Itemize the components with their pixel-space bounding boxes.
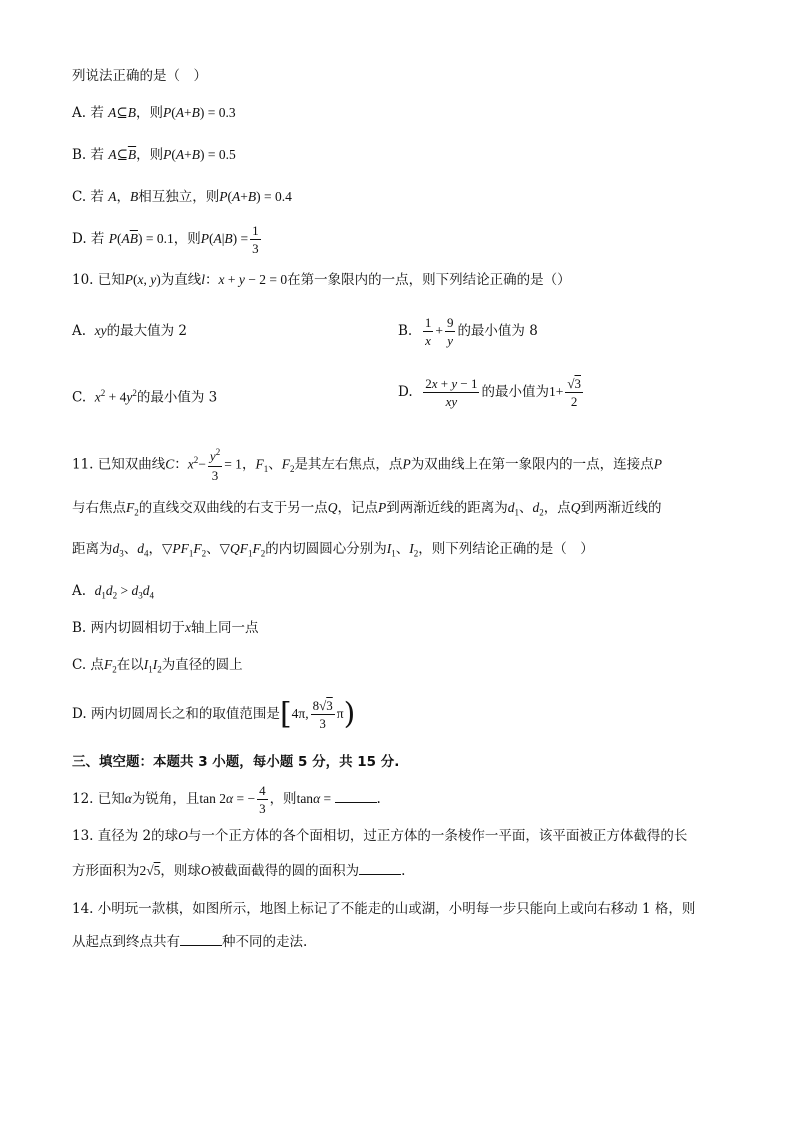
q10-option-b: B. $\frac{1}{x}$ + $\frac{9}{y}$ 的最小值为 8 (398, 315, 538, 348)
q11-line-2: 与右焦点$F_2$的直线交双曲线的右支于另一点Q，记点P到两渐近线的距离为$d_1$、$d_2$，点Q到两渐近线的 (72, 500, 662, 518)
q12: 12. 已知α为锐角，且tan 2α = − $\frac{4}{3}$ ，则tanα = . (72, 783, 381, 816)
q12-answer-blank[interactable] (335, 790, 377, 803)
q9-option-d: D. 若 $P(A\overline{B}) = 0.1$，则P(A|B) = $\frac{1}{3}$ (72, 223, 259, 256)
q11-option-b: B. 两内切圆相切于x轴上同一点 (72, 620, 259, 636)
q9-option-b: B. 若 $A⊆\overline{B}$，则P(A+B) = 0.5 (72, 147, 236, 163)
q14-line-1: 14. 小明玩一款棋，如图所示，地图上标记了不能走的山或湖，小明每一步只能向上或向右移动 1 格，则 (72, 901, 696, 917)
q9-stem-tail: 列说法正确的是（ ） (72, 68, 207, 84)
q11-option-c: C. 点$F_2$在以$I_1I_2$为直径的圆上 (72, 657, 243, 675)
section-3-heading: 三、填空题：本题共 3 小题，每小题 5 分，共 15 分. (72, 754, 400, 770)
q10-stem: 10. 已知P(x, y)为直线l：x + y − 2 = 0在第一象限内的一点，则下列结论正确的是（） (72, 272, 571, 288)
q14-line-2: 从起点到终点共有 种不同的走法. (72, 934, 308, 950)
q9-option-c: C. 若 A，B相互独立，则P(A+B) = 0.4 (72, 189, 292, 205)
q10-option-a: A. xy的最大值为 2 (72, 323, 188, 339)
q10-option-d: D. $\frac{2x + y - 1}{xy}$ 的最小值为1+ $\frac{√3}{2}$ (398, 376, 581, 409)
q11-option-a: A. $d_1d_2 > d_3d_4$ (72, 583, 155, 601)
q14-answer-blank[interactable] (180, 933, 222, 946)
q13-line-1: 13. 直径为 2的球O与一个正方体的各个面相切，过正方体的一条棱作一平面，该平面被正方体截得的长 (72, 828, 688, 844)
q11-line-3: 距离为$d_3$、$d_4$，$▽PF_1F_2$、$▽QF_1F_2$的内切圆圆心分别为$I_1$、$I_2$，则下列结论正确的是（ ） (72, 541, 594, 559)
q11-option-d: D. 两内切圆周长之和的取值范围是[4π, $\frac{8√3}{3}$ π) (72, 696, 356, 732)
q9-option-a: A. 若 A⊆B，则P(A+B) = 0.3 (72, 105, 236, 121)
q13-answer-blank[interactable] (359, 862, 401, 875)
q11-line-1: 11. 已知双曲线C：$x^2-$ $\frac{y^2}{3}$ = 1，$F_1$、$F_2$是其左右焦点，点P为双曲线上在第一象限内的一点，连接点P (72, 447, 662, 483)
q13-line-2: 方形面积为2√5，则球O被截面截得的圆的面积为 . (72, 863, 406, 879)
q10-option-c: C. $x^2 + 4y^2$的最小值为 3 (72, 388, 218, 406)
